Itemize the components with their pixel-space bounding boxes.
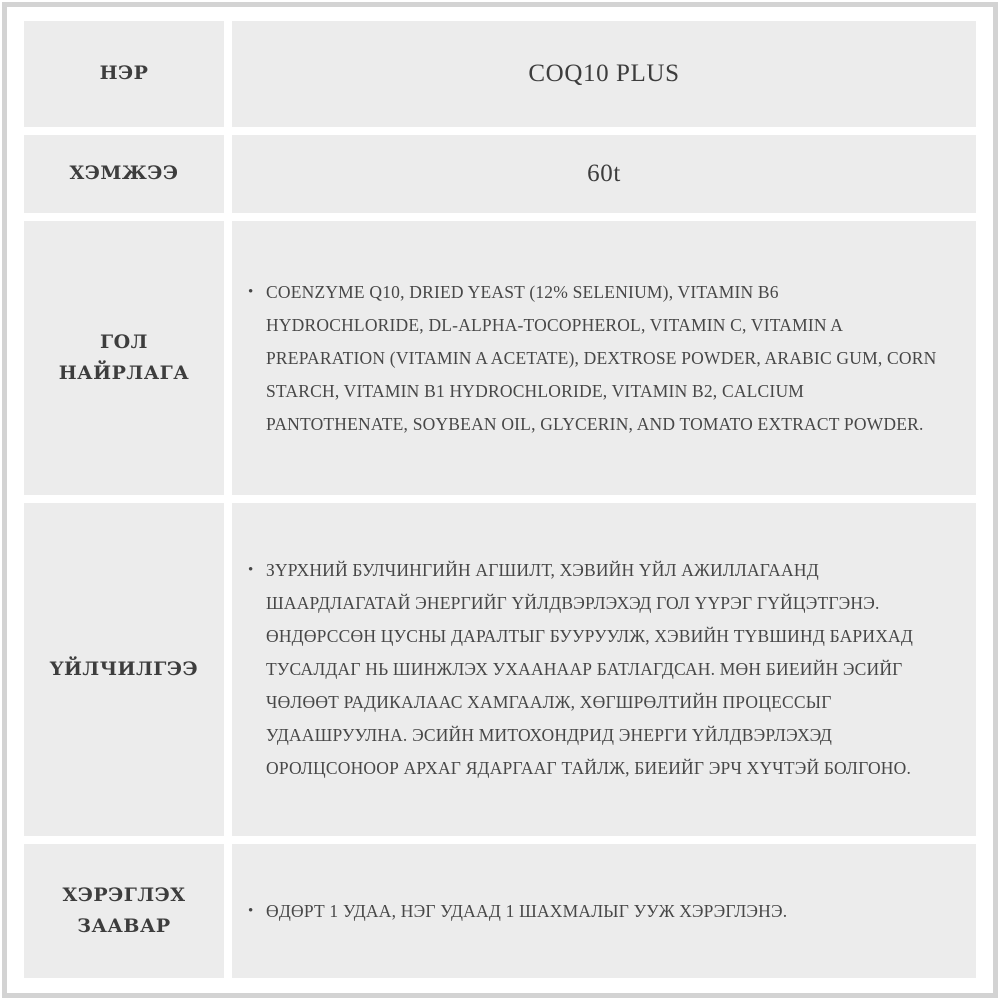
row-ingredients-label: ГОЛ НАЙРЛАГА	[58, 330, 190, 384]
row-quantity-value-cell	[232, 135, 976, 213]
effects-text: ЗҮРХНИЙ БУЛЧИНГИЙН АГШИЛТ, ХЭВИЙН ҮЙЛ АЖИЛЛАГААНД ШААРДЛАГАТАЙ ЭНЕРГИЙГ ҮЙЛДВЭРЛЭХЭД ГОЛ ҮҮРЭГ ГҮЙЦЭТГЭНЭ. ӨНДӨРССӨН ЦУСНЫ ДАРАЛТЫГ БУУРУУЛЖ, ХЭВИЙН ТҮВШИНД БАРИХАД ТУСАЛДАГ НЬ ШИНЖЛЭХ УХААНААР БАТЛАГДСАН. МӨН БИЕИЙН ЭСИЙГ ЧӨЛӨӨТ РАДИКАЛААС ХАМГААЛЖ, ХӨГШРӨЛТИЙН ПРОЦЕССЫГ УДААШРУУЛНА. ЭСИЙН МИТОХОНДРИД ЭНЕРГИ ҮЙЛДВЭРЛЭХЭД ОРОЛЦСОНООР АРХАГ ЯДАРГААГ ТАЙЛЖ, БИЕИЙГ ЭРЧ ХҮЧТЭЙ БОЛГОНО.	[266, 560, 914, 778]
product-name: COQ10 PLUS	[528, 60, 680, 87]
product-quantity: 60t	[587, 160, 621, 187]
row-effects-label: ҮЙЛЧИЛГЭЭ	[49, 657, 199, 680]
product-info-table	[24, 21, 976, 978]
row-quantity-label: ХЭМЖЭЭ	[69, 162, 179, 185]
ingredients-text: COENZYME Q10, DRIED YEAST (12% SELENIUM), VITAMIN B6 HYDROCHLORIDE, DL-ALPHA-TOCOPHEROL, VITAMIN C, VITAMIN A PREPARATION (VITAMIN A ACETATE), DEXTROSE POWDER, ARABIC GUM, CORN STARCH, VITAMIN B1 HYDROCHLORIDE, VITAMIN B2, CALCIUM PANTOTHENATE, SOYBEAN OIL, GLYCERIN, AND TOMATO EXTRACT POWDER.	[266, 281, 937, 434]
ingredients-list-item	[248, 276, 940, 441]
row-ingredients-label-cell	[24, 221, 224, 495]
bullet-icon: •	[248, 902, 254, 919]
usage-text: ӨДӨРТ 1 УДАА, НЭГ УДААД 1 ШАХМАЛЫГ УУЖ ХЭРЭГЛЭНЭ.	[266, 900, 788, 921]
row-quantity-label-cell	[24, 135, 224, 213]
row-effects-value-cell	[232, 503, 976, 836]
usage-list-item	[248, 895, 787, 928]
row-usage-label-cell	[24, 844, 224, 978]
row-usage-value-cell	[232, 844, 976, 978]
row-ingredients-value-cell	[232, 221, 976, 495]
row-effects-label-cell	[24, 503, 224, 836]
row-name-label: НЭР	[99, 62, 149, 85]
row-name-label-cell	[24, 21, 224, 127]
effects-list-item	[248, 554, 940, 785]
bullet-icon: •	[248, 283, 254, 300]
row-name-value-cell	[232, 21, 976, 127]
row-usage-label: ХЭРЭГЛЭХ ЗААВАР	[62, 883, 186, 937]
bullet-icon: •	[248, 562, 254, 578]
